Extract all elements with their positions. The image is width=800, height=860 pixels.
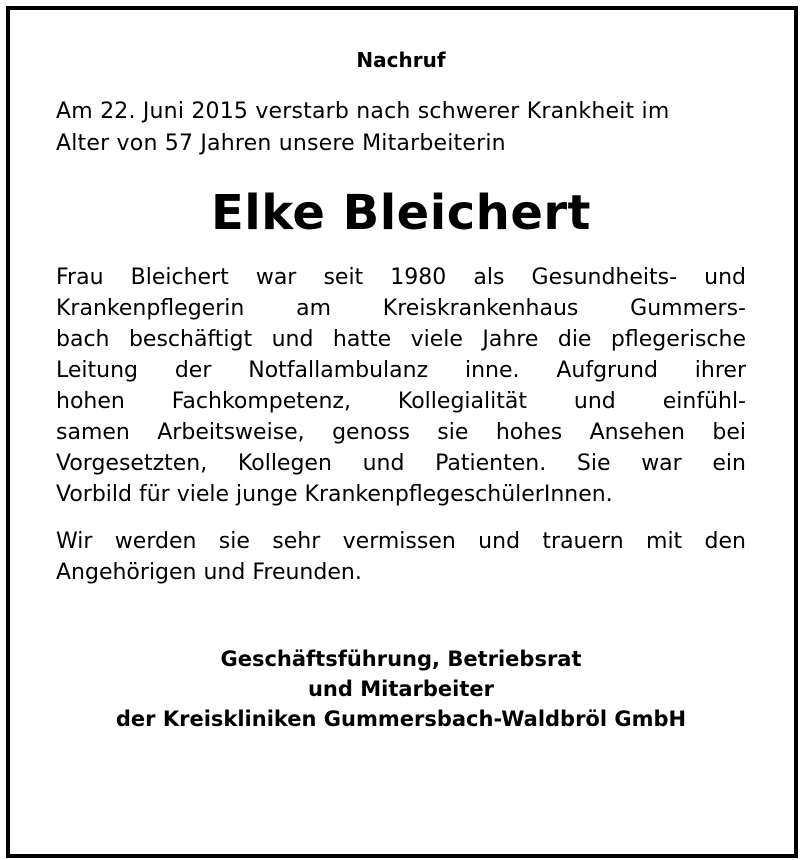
- closing-line: Wir werden sie sehr vermissen und trauern mit den: [56, 529, 746, 554]
- biography-line: Krankenpflegerin am Kreiskrankenhaus Gummers-: [56, 296, 746, 321]
- biography-line: Frau Bleichert war seit 1980 als Gesundheits- und: [56, 265, 746, 290]
- intro-line: Am 22. Juni 2015 verstarb nach schwerer Krankheit im: [56, 99, 670, 124]
- signature-line: der Kreiskliniken Gummersbach-Waldbröl GmbH: [115, 707, 687, 731]
- signature-block: [56, 644, 746, 734]
- biography-line: samen Arbeitsweise, genoss sie hohes Ansehen bei: [56, 420, 746, 445]
- obituary-notice: [56, 46, 746, 734]
- signature-line: Geschäftsführung, Betriebsrat: [220, 647, 582, 671]
- signature-line: und Mitarbeiter: [307, 677, 495, 701]
- biography-line: Vorgesetzten, Kollegen und Patienten. Sie war ein: [56, 451, 746, 476]
- closing-line: Angehörigen und Freunden.: [56, 560, 362, 585]
- biography-line: Vorbild für viele junge KrankenpflegeschülerInnen.: [56, 482, 613, 507]
- closing-paragraph: [56, 526, 746, 588]
- deceased-name: Elke Bleichert: [211, 185, 591, 241]
- biography-line: Leitung der Notfallambulanz inne. Aufgrund ihrer: [56, 358, 746, 383]
- intro-paragraph: [56, 96, 746, 160]
- intro-line: Alter von 57 Jahren unsere Mitarbeiterin: [56, 131, 506, 156]
- biography-paragraph: [56, 262, 746, 510]
- notice-heading: Nachruf: [356, 48, 446, 72]
- biography-line: hohen Fachkompetenz, Kollegialität und einfühl-: [56, 389, 746, 414]
- biography-line: bach beschäftigt und hatte viele Jahre die pflegerische: [56, 327, 746, 352]
